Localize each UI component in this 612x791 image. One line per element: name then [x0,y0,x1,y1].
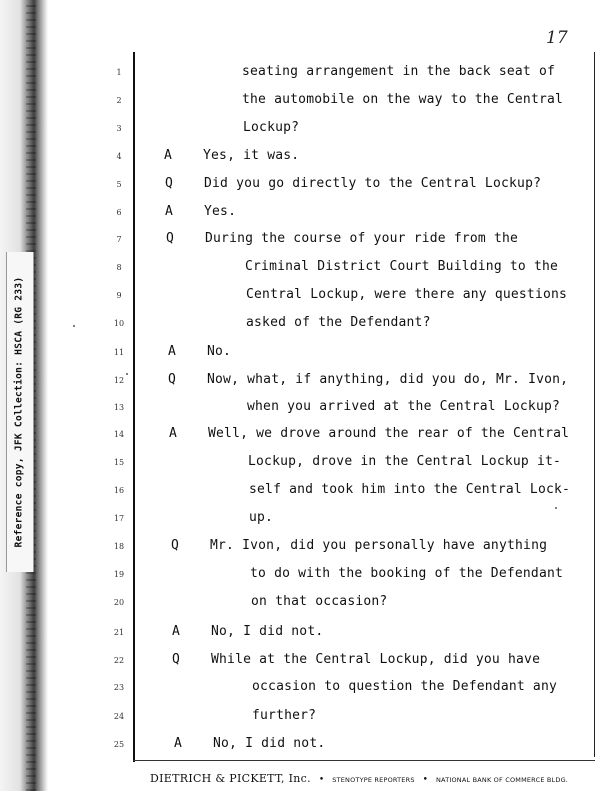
transcript-line [0,706,612,728]
transcript-line [0,508,612,530]
line-number: 7 [116,235,122,244]
speaker-label: A [172,624,180,639]
scan-speck [555,507,557,509]
line-number: 6 [116,208,122,217]
line-text: self and took him into the Central Lock- [249,482,571,497]
line-text: Lockup, drove in the Central Lockup it- [248,454,562,469]
transcript-line [0,62,612,84]
line-number: 17 [113,514,125,523]
line-number: 14 [113,430,125,439]
line-number: 2 [116,96,122,105]
transcript-line [0,202,612,224]
line-text: During the course of your ride from the [205,231,519,246]
line-number: 16 [113,486,125,495]
line-text: seating arrangement in the back seat of [242,64,556,79]
line-text: Yes, it was. [203,148,300,163]
line-text: No. [207,344,232,359]
transcript-line [0,734,612,756]
bottom-rule [133,760,595,761]
transcript-line [0,536,612,558]
line-number: 19 [113,570,125,579]
firm-address: NATIONAL BANK OF COMMERCE BLDG. [435,776,569,784]
transcript-line [0,90,612,112]
line-text: Yes. [204,204,237,219]
line-text: occasion to question the Defendant any [252,679,558,694]
speaker-label: A [169,426,177,441]
line-text: Lockup? [243,120,300,135]
reporting-service: STENOTYPE REPORTERS [332,776,415,784]
speaker-label: A [174,736,182,751]
archive-reference-text: Reference copy, JFK Collection: HSCA (RG 233) [13,276,25,548]
speaker-label: Q [165,176,173,191]
reporter-footer [150,772,580,785]
line-text: Criminal District Court Building to the [245,259,559,274]
line-text: to do with the booking of the Defendant [250,566,564,581]
line-number: 5 [116,180,122,189]
footer-separator-1: • [318,775,325,785]
line-text: While at the Central Lockup, did you have [211,652,541,667]
transcript-line [0,622,612,644]
transcript-line [0,313,612,335]
line-text: on that occasion? [251,594,388,609]
transcript-line [0,480,612,502]
transcript-line [0,146,612,168]
speaker-label: Q [168,372,176,387]
line-text: Central Lockup, were there any questions [246,287,568,302]
line-text: up. [249,510,274,525]
page-number: 17 [546,28,568,48]
speaker-label: A [165,204,173,219]
speaker-label: A [168,344,176,359]
transcript-line [0,285,612,307]
line-text: asked of the Defendant? [246,315,431,330]
transcript-line [0,118,612,140]
line-text: the automobile on the way to the Central [242,92,564,107]
line-number: 18 [113,542,125,551]
speaker-label: Q [166,231,174,246]
line-number: 22 [113,656,125,665]
line-text: when you arrived at the Central Lockup? [247,399,561,414]
line-number: 15 [113,458,125,467]
transcript-line [0,370,612,392]
line-number: 13 [113,403,125,412]
transcript-line [0,342,612,364]
line-number: 23 [113,683,125,692]
line-number: 21 [113,628,125,637]
line-number: 8 [116,263,122,272]
line-number: 4 [116,152,122,161]
transcript-line [0,424,612,446]
line-text: further? [252,708,317,723]
speaker-label: Q [171,538,179,553]
line-text: Mr. Ivon, did you personally have anything [210,538,548,553]
line-number: 20 [113,598,125,607]
line-number: 11 [113,348,125,357]
line-number: 10 [113,319,125,328]
speaker-label: A [164,148,172,163]
transcript-line [0,452,612,474]
transcript-line [0,174,612,196]
line-number: 24 [113,712,125,721]
line-number: 9 [116,291,122,300]
transcript-line [0,650,612,672]
transcript-line [0,592,612,614]
reporting-firm: DIETRICH & PICKETT, Inc. [150,772,311,785]
line-text: No, I did not. [211,624,324,639]
line-text: Now, what, if anything, did you do, Mr. Ivon, [207,372,569,387]
line-number: 12 [113,376,125,385]
line-text: No, I did not. [213,736,326,751]
transcript-line [0,229,612,251]
line-text: Did you go directly to the Central Lockup? [204,176,542,191]
line-text: Well, we drove around the rear of the Central [208,426,570,441]
transcript-line [0,257,612,279]
line-number: 1 [116,68,122,77]
speaker-label: Q [172,652,180,667]
transcript-line [0,397,612,419]
scan-speck [126,373,128,375]
transcript-line [0,677,612,699]
transcript-line [0,564,612,586]
scan-speck [73,325,75,327]
line-number: 25 [113,740,125,749]
line-number: 3 [116,124,122,133]
footer-separator-2: • [422,775,428,785]
